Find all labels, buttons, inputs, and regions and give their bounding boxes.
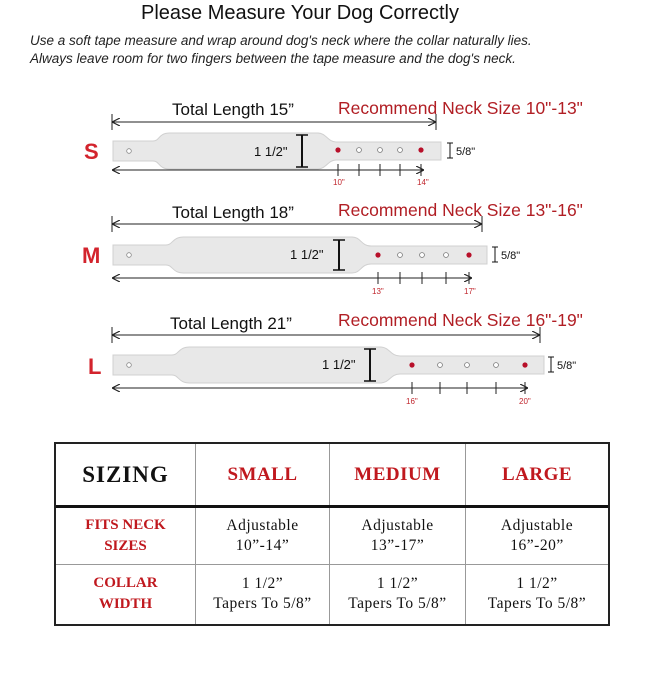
recommend-neck-medium: Recommend Neck Size 13"-16" — [338, 200, 583, 220]
table-corner-label: SIZING — [56, 444, 196, 506]
hole-red — [522, 362, 527, 367]
total-length-large: Total Length 21” — [170, 314, 292, 333]
hole — [438, 363, 443, 368]
hole-red — [335, 147, 340, 152]
width-label-small: 1 1/2" — [254, 144, 288, 159]
recommend-neck-large: Recommend Neck Size 16"-19" — [338, 310, 583, 330]
col-header-medium: MEDIUM — [330, 444, 466, 506]
tick-max-large: 20" — [519, 397, 531, 406]
hole — [444, 253, 449, 258]
cell-large-width: 1 1/2” Tapers To 5/8” — [487, 575, 587, 612]
cell-medium-width: 1 1/2” Tapers To 5/8” — [330, 564, 466, 624]
hole-red — [418, 147, 423, 152]
hole — [465, 363, 470, 368]
collar-medium — [82, 200, 583, 296]
size-letter-large: L — [88, 354, 102, 379]
cell-medium-fits: Adjustable 13”-17” — [330, 508, 466, 564]
collar-small — [84, 98, 583, 187]
hole — [398, 253, 403, 258]
row-header-collar-width: COLLAR WIDTH — [56, 564, 196, 624]
rivet — [127, 363, 132, 368]
row-header-fits-neck: FITS NECK SIZES — [56, 508, 196, 564]
instruction-line-2: Always leave room for two fingers between the tape measure and the dog's neck. — [30, 51, 516, 66]
width-label-medium: 1 1/2" — [290, 247, 324, 262]
total-length-small: Total Length 15” — [172, 100, 294, 119]
cell-small-width: 1 1/2” Tapers To 5/8” — [196, 564, 330, 624]
hole — [494, 363, 499, 368]
instruction-line-1: Use a soft tape measure and wrap around dog's neck where the collar naturally lies. — [30, 33, 532, 48]
total-length-medium: Total Length 18” — [172, 203, 294, 222]
col-header-small: SMALL — [196, 444, 330, 506]
hole-red — [375, 252, 380, 257]
rivet — [127, 253, 132, 258]
hole — [378, 148, 383, 153]
hole — [357, 148, 362, 153]
hole-red — [466, 252, 471, 257]
hole — [420, 253, 425, 258]
collar-large — [88, 310, 583, 406]
recommend-neck-small: Recommend Neck Size 10"-13" — [338, 98, 583, 118]
taper-label-small: 5/8" — [456, 146, 476, 158]
cell-large-fits: Adjustable 16”-20” — [500, 517, 574, 554]
tick-min-large: 16" — [406, 397, 418, 406]
tick-max-medium: 17" — [464, 287, 476, 296]
col-header-large: LARGE — [501, 464, 573, 485]
tick-min-small: 10" — [333, 178, 345, 187]
size-letter-medium: M — [82, 243, 101, 268]
page-title: Please Measure Your Dog Correctly — [141, 2, 459, 24]
hole — [398, 148, 403, 153]
table-header-row — [56, 444, 608, 506]
size-letter-small: S — [84, 139, 99, 164]
rivet — [127, 149, 132, 154]
width-label-large: 1 1/2" — [322, 357, 356, 372]
table-row — [56, 564, 608, 624]
hole-red — [409, 362, 414, 367]
cell-small-fits: Adjustable 10”-14” — [196, 508, 330, 564]
tick-max-small: 14" — [417, 178, 429, 187]
table-row — [56, 508, 608, 564]
taper-label-medium: 5/8" — [501, 250, 521, 262]
taper-label-large: 5/8" — [557, 360, 577, 372]
tick-min-medium: 13" — [372, 287, 384, 296]
sizing-table — [54, 442, 610, 626]
